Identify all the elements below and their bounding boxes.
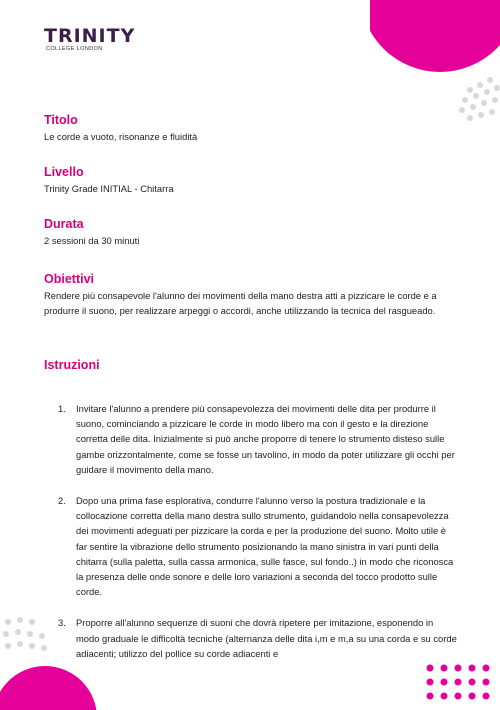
list-item <box>58 615 458 661</box>
durata-heading: Durata <box>44 217 84 231</box>
durata-text: 2 sessioni da 30 minuti <box>44 235 140 246</box>
instructions-list <box>58 401 458 677</box>
trinity-logo <box>44 26 135 52</box>
livello-heading: Livello <box>44 165 84 179</box>
list-item-number: 1. <box>58 403 66 414</box>
list-item-text: Dopo una prima fase esplorativa, condurre l'alunno verso la postura tradizionale e la collocazione corretta della mano destra sullo strumento, guidandolo nella consapevolezza dei movimenti adeguati per pizzicare la corda e per la produzione del suono. Molto utile è far sentire la vibrazione dello strumento posizionando la mano sinistra in vari punti della chitarra (sulla paletta, sulla cassa armonica, sulle fasce, sul fondo..) in modo che riconosca la presenza delle onde sonore e delle loro variazioni a seconda del tocco prodotto sulle corde. <box>76 495 454 598</box>
list-item-number: 3. <box>58 617 66 629</box>
list-item-text: Proporre all'alunno sequenze di suoni che dovrà ripetere per imitazione, esponendo in modo graduale le difficoltà tecniche (alternanza delle dita i,m e m,a su una corda e su corde adiacenti; utilizzo del pollice su corde adiacenti e <box>76 617 457 659</box>
obiettivi-heading: Obiettivi <box>44 272 95 286</box>
istruzioni-heading: Istruzioni <box>44 358 100 372</box>
list-item-text: Invitare l'alunno a prendere più consapevolezza dei movimenti delle dita per produrre il suono, cominciando a pizzicare le corde in modo libero ma con il gesto e la direzione corretta delle dita. Inizialmente si può anche proporre di tenere lo strumento disteso sulle gambe orizzontalmente, come se fosse un tavolino, in modo da poter utilizzare gli occhi per guidare il movimento della mano. <box>76 403 455 475</box>
titolo-heading: Titolo <box>44 113 78 127</box>
livello-text: Trinity Grade INITIAL - Chitarra <box>44 183 174 194</box>
top-right-decoration <box>370 0 500 130</box>
obiettivi-text: Rendere più consapevole l'alunno dei movimenti della mano destra atti a pizzicare le corde e a produrre il suono, per realizzare arpeggi o accordi, anche utilizzando la tecnica del rasgueado. <box>44 290 437 316</box>
list-item <box>58 493 458 599</box>
list-item <box>58 401 458 477</box>
titolo-text: Le corde a vuoto, risonanze e fluidità <box>44 131 198 142</box>
list-item-number: 2. <box>58 495 66 507</box>
logo-subtitle: COLLEGE LONDON <box>46 46 103 52</box>
logo-wordmark: TRINITY <box>44 25 136 47</box>
